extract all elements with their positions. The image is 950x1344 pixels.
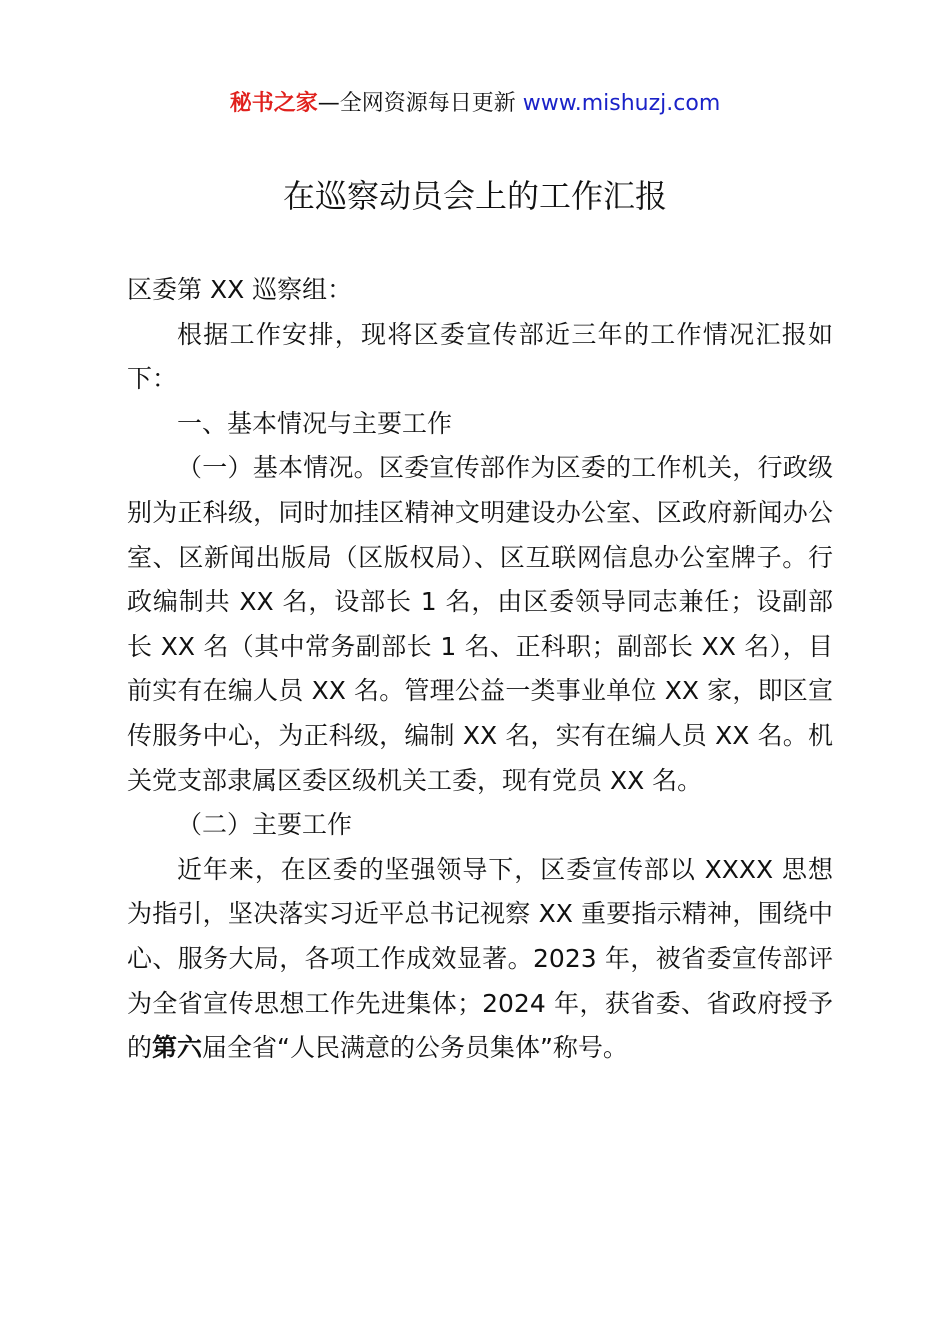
intro-paragraph: 根据工作安排，现将区委宣传部近三年的工作情况汇报如下： [127,319,833,394]
document-title: 在巡察动员会上的工作汇报 [282,177,667,215]
main-work-paragraph [127,848,833,1071]
brand-name: 秘书之家 [229,91,318,116]
site-url-link[interactable]: www.mishuzj.com [522,91,721,116]
header-tagline: —全网资源每日更新 [317,91,516,116]
main-work-text-part1: 近年来，在区委的坚强领导下，区委宣传部以 XXXX 思想为指引，坚决落实习近平总书记视察 XX 重要指示精神，围绕中心、服务大局，各项工作成效显著。2023 年，被省委宣传部评为全省宣传思想工作先进集体；2024 年，获省委、省政府授予的 [127,854,833,1063]
document-body [127,268,833,1071]
salutation: 区委第 XX 巡察组： [127,275,353,304]
main-work-text-part2: 届全省“人民满意的公务员集体”称号。 [202,1033,628,1063]
main-work-bold-text: 第六 [152,1033,203,1063]
site-header [0,88,950,120]
main-work-heading: （二）主要工作 [177,810,353,840]
basic-info-paragraph: （一）基本情况。区委宣传部作为区委的工作机关，行政级别为正科级，同时加挂区精神文明建设办公室、区政府新闻办公室、区新闻出版局（区版权局）、区互联网信息办公室牌子。行政编制共 XX 名，设部长 1 名，由区委领导同志兼任；设副部长 XX 名（其中常务副部长 1 名、正科职；副部长 XX 名），目前实有在编人员 XX 名。管理公益一类事业单位 XX 家，即区宣传服务中心，为正科级，编制 XX 名，实有在编人员 XX 名。机关党支部隶属区委区级机关工委，现有党员 XX 名。 [127,453,833,795]
section-heading-basic-and-main-work: 一、基本情况与主要工作 [177,408,453,438]
